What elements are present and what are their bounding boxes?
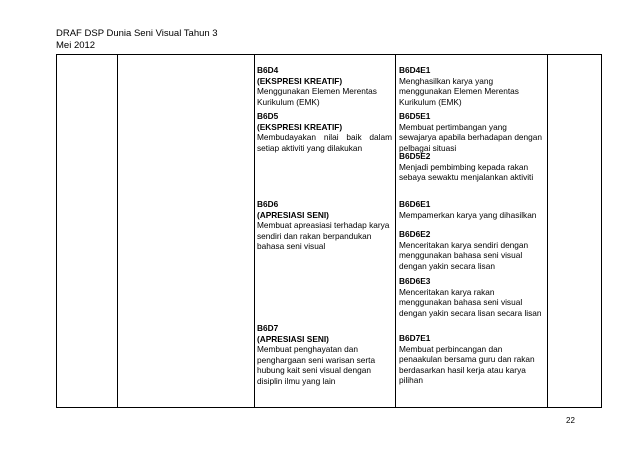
descriptor-code: B6D5E1 [399,111,431,121]
standard-code: B6D4 [257,65,279,75]
column-divider [547,55,548,407]
standard-text: Membuat apreasiasi terhadap karya sendiri dan rakan berpandukan bahasa seni visual [257,220,390,252]
descriptor-text: Mempamerkan karya yang dihasilkan [399,209,537,220]
descriptor-b6d6e3 [399,276,545,318]
descriptor-text: Menceritakan karya rakan menggunakan bahasa seni visual dengan yakin secara lisan secara lisan [399,286,542,318]
column-divider [117,55,118,407]
standard-text: Membudayakan nilai baik dalam setiap aktiviti yang dilakukan [257,132,392,153]
standard-text: Menggunakan Elemen Merentas Kurikulum (EMK) [257,86,377,107]
descriptor-code: B6D7E1 [399,333,431,343]
standard-title: (EKSPRESI KREATIF) [257,75,343,86]
descriptor-b6d7e1 [399,333,545,386]
descriptor-code: B6D4E1 [399,65,431,75]
document-header [56,28,218,52]
descriptor-text: Menjadi pembimbing kepada rakan sebaya sewaktu menjalankan aktiviti [399,161,534,183]
page-number: 22 [566,416,575,425]
standard-title: (EKSPRESI KREATIF) [257,121,343,132]
standard-title: (APRESIASI SENI) [257,209,329,220]
descriptor-code: B6D5E2 [399,151,431,161]
table [56,54,602,408]
descriptor-b6d5e1 [399,111,545,153]
descriptor-text: Menceritakan karya sendiri dengan menggunakan bahasa seni visual dengan yakin secara lisan [399,239,529,271]
standard-code: B6D6 [257,199,279,209]
descriptor-text: Menghasilkan karya yang menggunakan Elemen Merentas Kurikulum (EMK) [399,75,519,107]
column-divider [254,55,255,407]
descriptor-b6d6e1 [399,199,545,220]
descriptor-code: B6D6E3 [399,276,431,286]
standard-code: B6D5 [257,111,279,121]
descriptor-b6d4e1 [399,65,545,107]
standard-b6d7 [257,323,392,387]
document-title: DRAF DSP Dunia Seni Visual Tahun 3 [56,28,218,39]
descriptor-text: Membuat perbincangan dan penaakulan bersama guru dan rakan berdasarkan hasil kerja atau karya pilihan [399,343,535,386]
standard-b6d6 [257,199,392,252]
standard-b6d4 [257,65,392,107]
standard-b6d5 [257,111,392,153]
standard-code: B6D7 [257,323,279,333]
descriptor-text: Membuat pertimbangan yang sewajarya apabila berhadapan dengan pelbagai situasi [399,121,543,153]
standard-text: Membuat penghayatan dan penghargaan seni warisan serta hubung kait seni visual dengan disiplin ilmu yang lain [257,344,376,386]
descriptor-code: B6D6E1 [399,199,431,209]
column-divider [395,55,396,407]
document-date: Mei 2012 [56,40,96,51]
descriptor-b6d6e2 [399,229,545,271]
standard-title: (APRESIASI SENI) [257,333,329,344]
descriptor-code: B6D6E2 [399,229,431,239]
descriptor-b6d5e2 [399,151,545,183]
